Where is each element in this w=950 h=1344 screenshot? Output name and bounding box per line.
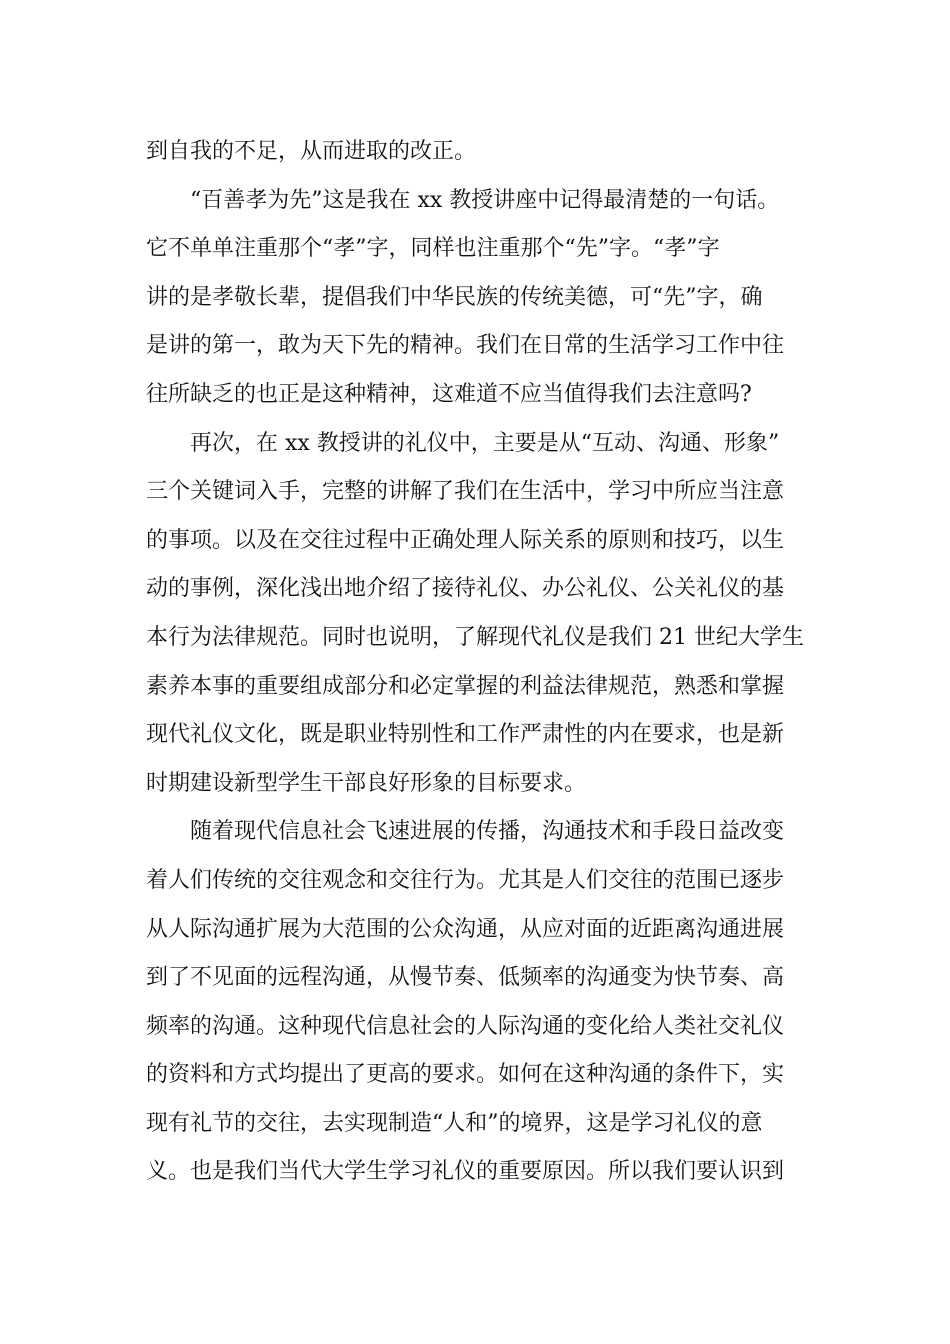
text-line: 动的事例，深化浅出地介绍了接待礼仪、办公礼仪、公关礼仪的基 — [146, 576, 785, 602]
text-line: 三个关键词入手，完整的讲解了我们在生活中，学习中所应当注意 — [146, 479, 785, 505]
text-line: 再次，在 xx 教授讲的礼仪中，主要是从“互动、沟通、形象” — [190, 430, 780, 456]
text-line: “百善孝为先”这是我在 xx 教授讲座中记得最清楚的一句话。 — [190, 187, 780, 213]
text-line: 到了不见面的远程沟通，从慢节奏、低频率的沟通变为快节奏、高 — [146, 965, 785, 991]
text-line: 着人们传统的交往观念和交往行为。尤其是人们交往的范围已逐步 — [146, 867, 785, 893]
text-line: 的事项。以及在交往过程中正确处理人际关系的原则和技巧，以生 — [146, 527, 785, 553]
text-line: 义。也是我们当代大学生学习礼仪的重要原因。所以我们要认识到 — [146, 1159, 785, 1185]
text-line: 现有礼节的交往，去实现制造“人和”的境界，这是学习礼仪的意 — [146, 1110, 763, 1136]
text-line: 的资料和方式均提出了更高的要求。如何在这种沟通的条件下，实 — [146, 1062, 785, 1088]
text-line: 是讲的第一，敢为天下先的精神。我们在日常的生活学习工作中往 — [146, 333, 785, 359]
text-line: 讲的是孝敬长辈，提倡我们中华民族的传统美德，可“先”字，确 — [146, 284, 763, 310]
text-line: 本行为法律规范。同时也说明，了解现代礼仪是我们 21 世纪大学生 — [146, 624, 804, 650]
text-line: 随着现代信息社会飞速进展的传播，沟通技术和手段日益改变 — [190, 819, 785, 845]
text-line: 现代礼仪文化，既是职业特别性和工作严肃性的内在要求，也是新 — [146, 722, 785, 748]
text-line: 从人际沟通扩展为大范围的公众沟通，从应对面的近距离沟通进展 — [146, 916, 785, 942]
text-line: 时期建设新型学生干部良好形象的目标要求。 — [146, 770, 587, 796]
text-line: 到自我的不足，从而进取的改正。 — [146, 139, 477, 164]
text-line: 往所缺乏的也正是这种精神，这难道不应当值得我们去注意吗? — [146, 381, 752, 407]
text-line: 频率的沟通。这种现代信息社会的人际沟通的变化给人类社交礼仪 — [146, 1013, 785, 1039]
body-text — [146, 128, 806, 1197]
text-line: 它不单单注重那个“孝”字，同样也注重那个“先”字。“孝”字 — [146, 236, 720, 262]
text-line: 素养本事的重要组成部分和必定掌握的利益法律规范，熟悉和掌握 — [146, 673, 785, 699]
